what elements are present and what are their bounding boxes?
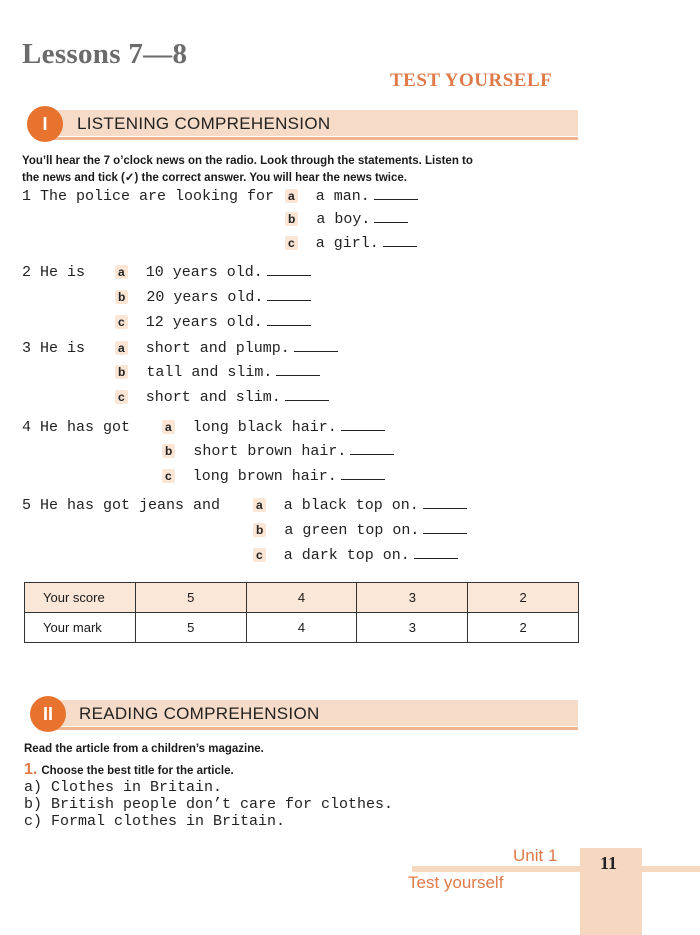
lessons-title: Lessons 7—8: [22, 38, 188, 70]
option-letter: b: [115, 365, 128, 379]
answer-blank[interactable]: [276, 374, 320, 376]
exercise-text: Choose the best title for the article.: [41, 765, 234, 777]
option-letter: c: [162, 469, 175, 483]
answer-blank[interactable]: [414, 557, 458, 559]
section2-title: READING COMPREHENSION: [79, 704, 320, 723]
answer-blank[interactable]: [423, 532, 467, 534]
table-cell: 5: [135, 613, 246, 643]
answer-blank[interactable]: [294, 350, 338, 352]
footer-band-left: [412, 866, 582, 872]
table-cell: Your mark: [25, 613, 136, 643]
option-letter: c: [115, 390, 128, 404]
q3-option-c[interactable]: c short and slim.: [115, 389, 329, 406]
answer-blank[interactable]: [423, 507, 467, 509]
section1-underline: [38, 137, 578, 140]
section2-underline: [38, 727, 578, 730]
table-cell: 5: [135, 583, 246, 613]
table-cell: 2: [468, 583, 579, 613]
q5-option-b[interactable]: b a green top on.: [253, 522, 467, 539]
q4-option-b[interactable]: b short brown hair.: [162, 443, 394, 460]
title-option-c[interactable]: c) Formal clothes in Britain.: [24, 813, 286, 830]
table-row: [25, 583, 579, 613]
q1-option-a[interactable]: a a man.: [285, 188, 418, 205]
footer-unit: Unit 1: [513, 846, 558, 865]
answer-blank[interactable]: [374, 221, 408, 223]
q2-option-b[interactable]: b 20 years old.: [115, 289, 311, 306]
q1-option-c[interactable]: c a girl.: [285, 235, 417, 252]
exercise-number: 1.: [24, 761, 38, 778]
answer-blank[interactable]: [374, 198, 418, 200]
option-letter: a: [285, 189, 298, 203]
answer-blank[interactable]: [341, 478, 385, 480]
table-cell: Your score: [25, 583, 136, 613]
option-letter: b: [162, 444, 175, 458]
question-2-stem: 2 He is: [22, 264, 86, 281]
q1-option-b[interactable]: b a boy.: [285, 211, 408, 228]
table-cell: 3: [357, 583, 468, 613]
section1-instructions: [22, 153, 582, 187]
q4-option-a[interactable]: a long black hair.: [162, 419, 385, 436]
table-cell: 2: [468, 613, 579, 643]
question-4-stem: 4 He has got: [22, 419, 131, 436]
option-letter: a: [162, 420, 175, 434]
test-yourself-heading: TEST YOURSELF: [390, 70, 553, 91]
exercise-1: [24, 761, 234, 780]
option-letter: c: [253, 548, 266, 562]
section2-numeral-badge: II: [30, 696, 66, 732]
option-letter: b: [115, 290, 128, 304]
question-3-stem: 3 He is: [22, 340, 86, 357]
section2-instruction: Read the article from a children’s magazine.: [24, 743, 264, 755]
option-letter: a: [115, 341, 128, 355]
title-option-b[interactable]: b) British people don’t care for clothes.: [24, 796, 394, 813]
option-letter: c: [115, 315, 128, 329]
answer-blank[interactable]: [341, 429, 385, 431]
option-letter: c: [285, 236, 298, 250]
q3-option-a[interactable]: a short and plump.: [115, 340, 338, 357]
q3-option-b[interactable]: b tall and slim.: [115, 364, 320, 381]
option-letter: b: [285, 212, 298, 226]
question-1-stem: 1 The police are looking for: [22, 188, 275, 205]
q5-option-c[interactable]: c a dark top on.: [253, 547, 458, 564]
table-cell: 4: [246, 583, 357, 613]
q5-option-a[interactable]: a a black top on.: [253, 497, 467, 514]
q2-option-a[interactable]: a 10 years old.: [115, 264, 311, 281]
instruction-line-2: the news and tick (✓) the correct answer. You will hear the news twice.: [22, 172, 407, 184]
section1-numeral-badge: I: [27, 106, 63, 142]
answer-blank[interactable]: [267, 324, 311, 326]
question-5-stem: 5 He has got jeans and: [22, 497, 221, 514]
page-number: 11: [600, 853, 618, 873]
answer-blank[interactable]: [285, 399, 329, 401]
score-table: [24, 582, 579, 643]
instruction-line-1: You’ll hear the 7 o’clock news on the radio. Look through the statements. Listen to: [22, 155, 473, 167]
answer-blank[interactable]: [267, 299, 311, 301]
q2-option-c[interactable]: c 12 years old.: [115, 314, 311, 331]
answer-blank[interactable]: [267, 274, 311, 276]
answer-blank[interactable]: [350, 453, 394, 455]
option-letter: b: [253, 523, 266, 537]
title-option-a[interactable]: a) Clothes in Britain.: [24, 779, 223, 796]
answer-blank[interactable]: [383, 245, 417, 247]
footer-label: Test yourself: [408, 873, 504, 892]
option-letter: a: [253, 498, 266, 512]
footer-band-right: [640, 866, 700, 872]
table-row: [25, 613, 579, 643]
option-letter: a: [115, 265, 128, 279]
table-cell: 4: [246, 613, 357, 643]
table-cell: 3: [357, 613, 468, 643]
section1-title: LISTENING COMPREHENSION: [77, 114, 331, 133]
q4-option-c[interactable]: c long brown hair.: [162, 468, 385, 485]
